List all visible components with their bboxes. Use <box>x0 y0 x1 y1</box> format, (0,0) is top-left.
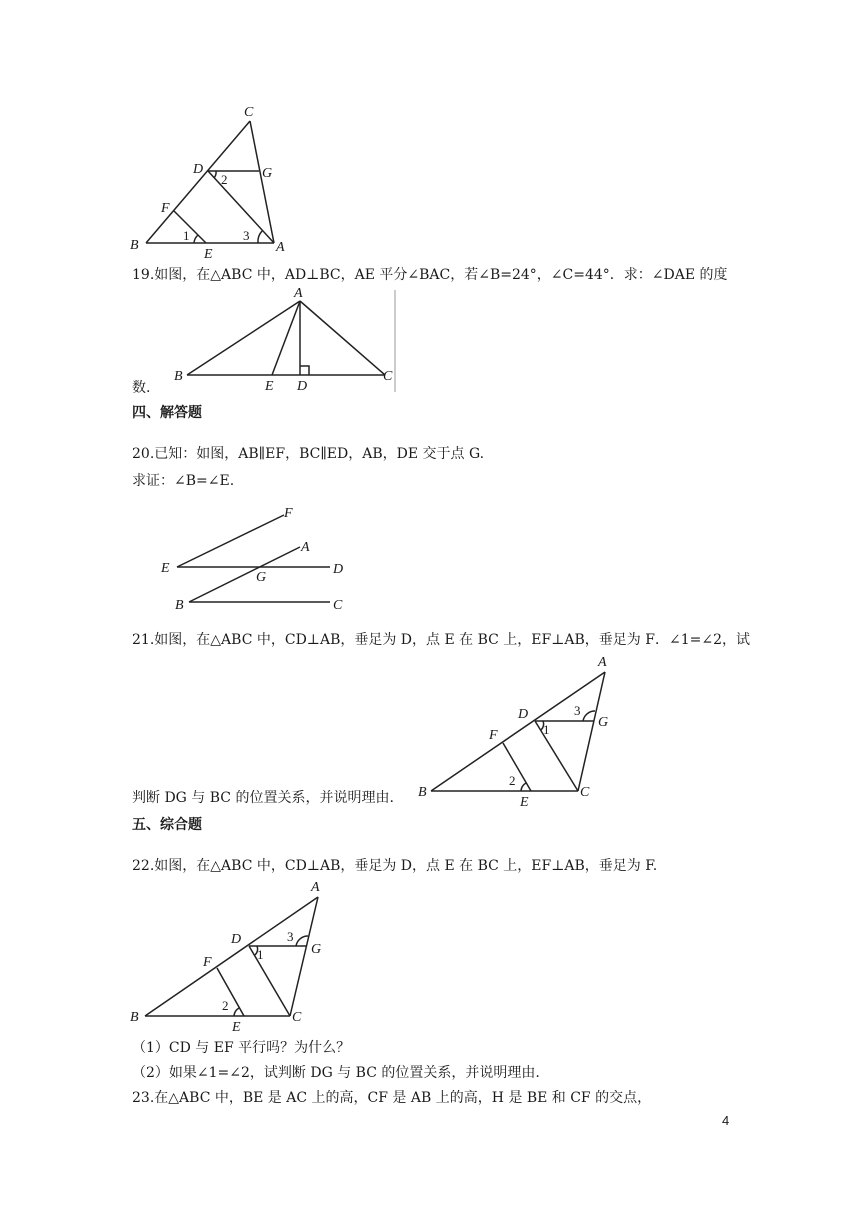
label-b: B <box>130 1010 139 1025</box>
section-title-5: 五、综合题 <box>132 817 202 833</box>
label-d: D <box>297 379 308 394</box>
q23-line1: 23.在△ABC 中，BE 是 AC 上的高，CF 是 AB 上的高，H 是 BE 和 CF 的交点， <box>132 1090 652 1106</box>
label-b: B <box>130 238 139 253</box>
label-g: G <box>262 166 273 181</box>
figure-q19 <box>170 285 405 395</box>
label-e: E <box>520 795 529 810</box>
q22-sub2: （2）如果∠1=∠2，试判断 DG 与 BC 的位置关系，并说明理由. <box>132 1065 540 1081</box>
q21-line2: 判断 DG 与 BC 的位置关系，并说明理由. <box>132 790 394 806</box>
section-title-4: 四、解答题 <box>132 405 202 421</box>
angle-label-2: 2 <box>509 773 516 788</box>
angle-label-1: 1 <box>183 228 190 243</box>
label-b: B <box>418 785 427 800</box>
q19-tail: 数. <box>132 380 151 396</box>
label-f: F <box>161 201 170 216</box>
figure-q20 <box>155 500 355 615</box>
label-d: D <box>231 932 242 947</box>
label-g: G <box>598 715 609 730</box>
label-g: G <box>311 942 322 957</box>
label-d: D <box>333 562 344 577</box>
label-b: B <box>175 598 184 613</box>
label-a: A <box>311 880 320 895</box>
label-c: C <box>292 1010 302 1025</box>
label-e: E <box>161 561 170 576</box>
label-d: D <box>193 162 204 177</box>
angle-label-3: 3 <box>574 703 581 718</box>
label-f: F <box>203 955 212 970</box>
label-c: C <box>580 785 590 800</box>
angle-label-3: 3 <box>287 929 294 944</box>
label-e: E <box>265 379 274 394</box>
angle-label-2: 2 <box>221 172 228 187</box>
q21-line1: 21.如图，在△ABC 中，CD⊥AB，垂足为 D，点 E 在 BC 上，EF⊥AB，垂足为 F．∠1=∠2，试 <box>132 632 750 648</box>
label-f: F <box>284 506 293 521</box>
q19-text: 19.如图，在△ABC 中，AD⊥BC，AE 平分∠BAC，若∠B=24°，∠C=44°．求：∠DAE 的度 <box>132 267 728 283</box>
figure-q21 <box>410 650 625 810</box>
angle-label-1: 1 <box>257 947 264 962</box>
label-e: E <box>232 1020 241 1035</box>
q22-line1: 22.如图，在△ABC 中，CD⊥AB，垂足为 D，点 E 在 BC 上，EF⊥AB，垂足为 F. <box>132 858 658 874</box>
label-a: A <box>301 540 310 555</box>
angle-label-2: 2 <box>222 998 229 1013</box>
label-a: A <box>294 286 303 301</box>
label-c: C <box>333 598 343 613</box>
page-number: 4 <box>722 1113 730 1128</box>
label-c: C <box>244 105 254 120</box>
q20-line2: 求证：∠B=∠E. <box>132 473 235 489</box>
label-g: G <box>256 570 267 585</box>
q22-sub1: （1）CD 与 EF 平行吗？为什么？ <box>132 1040 351 1056</box>
label-a: A <box>598 655 607 670</box>
label-a: A <box>276 240 285 255</box>
angle-label-1: 1 <box>543 722 550 737</box>
label-c: C <box>383 369 393 384</box>
label-d: D <box>518 707 529 722</box>
label-b: B <box>174 369 183 384</box>
q20-line1: 20.已知：如图，AB∥EF，BC∥ED，AB，DE 交于点 G. <box>132 446 485 462</box>
label-e: E <box>204 247 213 262</box>
label-f: F <box>489 728 498 743</box>
angle-label-3: 3 <box>243 228 250 243</box>
figure-q18 <box>120 95 300 260</box>
figure-q22 <box>125 875 335 1035</box>
